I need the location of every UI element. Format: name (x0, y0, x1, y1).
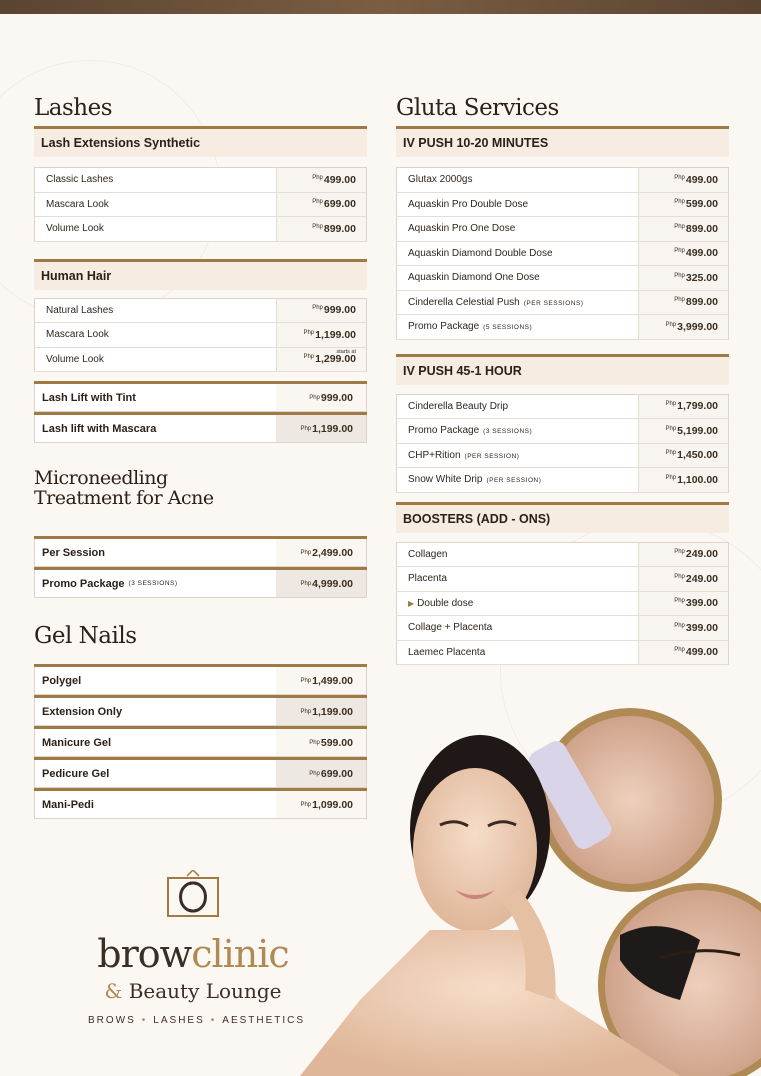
gel-row: Polygel Php 1,499.00 (34, 667, 367, 695)
iv-push-1-heading: IV PUSH 10-20 MINUTES (396, 129, 729, 157)
iv-push-1-table (396, 167, 729, 340)
table-row: Cinderella Beauty Drip $^{Php}$1,799.00 (397, 394, 729, 419)
brand-logo (88, 870, 306, 1026)
human-hair-table (34, 298, 367, 373)
table-row: Aquaskin Diamond Double Dose $^{Php}$499.00 (397, 241, 729, 266)
table-row: Placenta $^{Php}$249.00 (397, 567, 729, 592)
table-row: Aquaskin Pro One Dose $^{Php}$899.00 (397, 217, 729, 242)
gel-row: Mani-Pedi Php 1,099.00 (34, 791, 367, 819)
table-row: Promo Package (5 SESSIONS) $^{Php}$3,999.00 (397, 315, 729, 340)
table-row: Classic Lashes $^{Php}$499.00 (35, 168, 367, 193)
right-column (396, 96, 729, 665)
table-row: Promo Package (3 SESSIONS) $^{Php}$5,199.00 (397, 419, 729, 444)
gluta-title: Gluta Services (396, 95, 559, 121)
iv-push-2-heading: IV PUSH 45-1 HOUR (396, 357, 729, 385)
table-row: Aquaskin Diamond One Dose $^{Php}$325.00 (397, 266, 729, 291)
table-row: Mascara Look $^{Php}$1,199.00 (35, 323, 367, 348)
table-row: Collagen $^{Php}$249.00 (397, 542, 729, 567)
table-row: Cinderella Celestial Push (PER SESSIONS) $^{Php}$899.00 (397, 290, 729, 315)
table-row: Volume Look $^{Php}$899.00 (35, 217, 367, 242)
brand-name: browclinic (97, 932, 289, 976)
gel-row: Pedicure Gel Php 699.00 (34, 760, 367, 788)
top-bar (0, 0, 761, 14)
human-hair-heading: Human Hair (34, 262, 367, 290)
table-row: Mascara Look $^{Php}$699.00 (35, 192, 367, 217)
table-row: CHP+Rition (PER SESSION) $^{Php}$1,450.00 (397, 443, 729, 468)
lash-lift-tint-row: Lash Lift with Tint Php 999.00 (34, 384, 367, 412)
table-row: Aquaskin Pro Double Dose $^{Php}$599.00 (397, 192, 729, 217)
boosters-table (396, 542, 729, 666)
gel-row: Manicure Gel Php 599.00 (34, 729, 367, 757)
micro-promo-row: Promo Package (3 SESSIONS) Php 4,999.00 (34, 570, 367, 598)
brand-services: BROWS • LASHES • AESTHETICS (88, 1015, 306, 1026)
table-row: Volume Look starts at $^{Php}$1,299.00 (35, 347, 367, 372)
brand-subtitle: & Beauty Lounge (104, 979, 282, 1003)
table-row: Laemec Placenta $^{Php}$499.00 (397, 640, 729, 665)
gel-nails-title: Gel Nails (34, 623, 137, 649)
lash-synthetic-heading: Lash Extensions Synthetic (34, 129, 367, 157)
table-row: ▶ Double dose $^{Php}$399.00 (397, 591, 729, 616)
boosters-heading: BOOSTERS (ADD - ONS) (396, 505, 729, 533)
table-row: Snow White Drip (PER SESSION) $^{Php}$1,100.00 (397, 468, 729, 493)
micro-per-session-row: Per Session Php 2,499.00 (34, 539, 367, 567)
table-row: Natural Lashes $^{Php}$999.00 (35, 298, 367, 323)
microneedling-title: Microneedling Treatment for Acne (34, 467, 214, 509)
table-row: Glutax 2000gs $^{Php}$499.00 (397, 168, 729, 193)
triangle-bullet-icon: ▶ (408, 598, 415, 608)
table-row: Collage + Placenta $^{Php}$399.00 (397, 616, 729, 641)
logo-mark-icon (167, 870, 219, 918)
lash-synthetic-table (34, 167, 367, 242)
gel-row: Extension Only Php 1,199.00 (34, 698, 367, 726)
iv-push-2-table (396, 394, 729, 493)
lash-lift-mascara-row: Lash lift with Mascara Php 1,199.00 (34, 415, 367, 443)
model-photo-collage (300, 700, 761, 1076)
lashes-title: Lashes (34, 95, 113, 121)
